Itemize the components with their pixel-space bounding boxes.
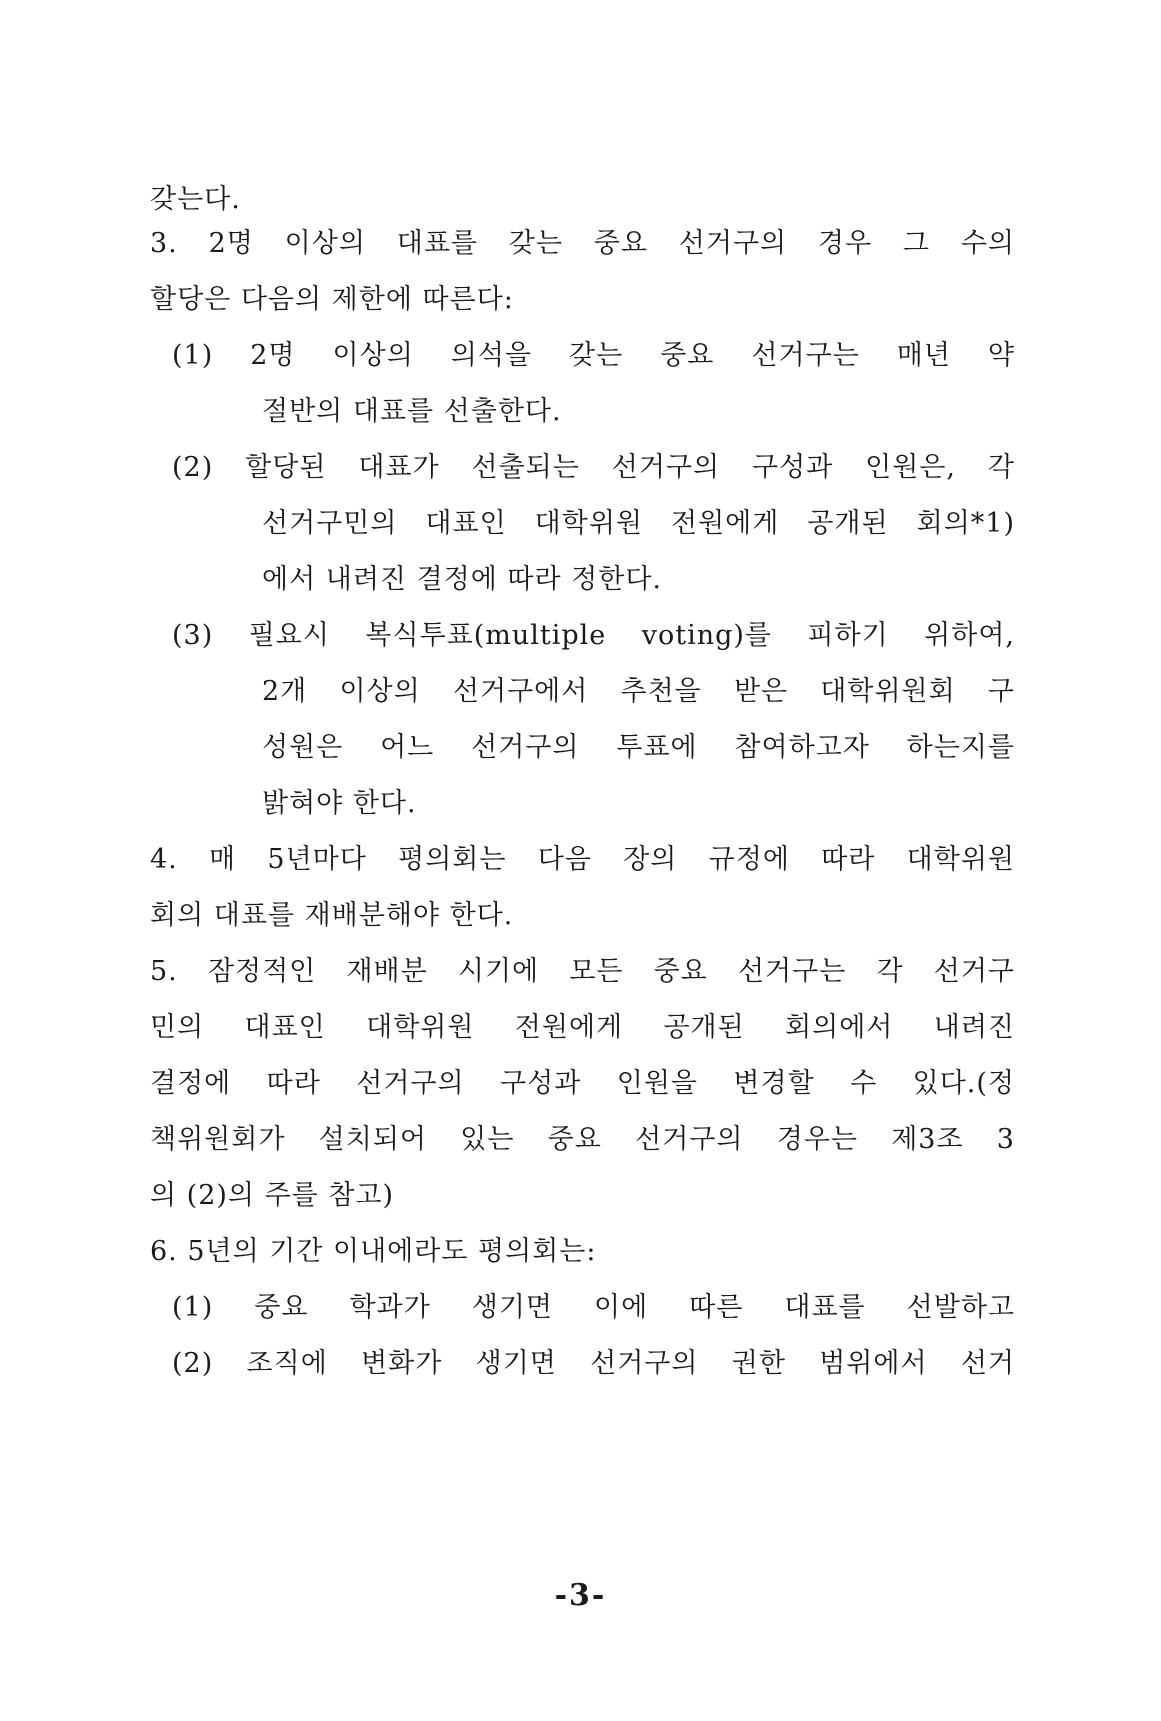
text-line: 갖는다. xyxy=(150,184,241,215)
text-line: 할당은 다음의 제한에 따른다: xyxy=(150,284,514,315)
text-line: 선거구민의 대표인 대학위원 전원에게 공개된 회의*1) xyxy=(262,508,1015,539)
text-line: 의 (2)의 주를 참고) xyxy=(150,1180,395,1211)
page-number: -3- xyxy=(554,1578,607,1613)
text-line: 4. 매 5년마다 평의회는 다음 장의 규정에 따라 대학위원 xyxy=(150,844,1015,875)
text-line: (2) 조직에 변화가 생기면 선거구의 권한 범위에서 선거 xyxy=(172,1348,1015,1379)
text-line: 책위원회가 설치되어 있는 중요 선거구의 경우는 제3조 3 xyxy=(150,1124,1015,1155)
text-line: (1) 중요 학과가 생기면 이에 따른 대표를 선발하고 xyxy=(172,1292,1015,1323)
text-line: 결정에 따라 선거구의 구성과 인원을 변경할 수 있다.(정 xyxy=(150,1068,1015,1099)
text-line: (1) 2명 이상의 의석을 갖는 중요 선거구는 매년 약 xyxy=(172,340,1015,371)
text-line: 성원은 어느 선거구의 투표에 참여하고자 하는지를 xyxy=(262,732,1015,763)
text-line: 밝혀야 한다. xyxy=(262,788,417,819)
text-line: (2) 할당된 대표가 선출되는 선거구의 구성과 인원은, 각 xyxy=(172,452,1015,483)
text-line: 민의 대표인 대학위원 전원에게 공개된 회의에서 내려진 xyxy=(150,1012,1015,1043)
text-line: 에서 내려진 결정에 따라 정한다. xyxy=(262,564,662,595)
text-line: (3) 필요시 복식투표(multiple voting)를 피하기 위하여, xyxy=(172,620,1015,651)
text-line: 3. 2명 이상의 대표를 갖는 중요 선거구의 경우 그 수의 xyxy=(150,228,1015,259)
text-line: 2개 이상의 선거구에서 추천을 받은 대학위원회 구 xyxy=(262,676,1015,707)
text-line: 절반의 대표를 선출한다. xyxy=(262,396,562,427)
text-line: 5. 잠정적인 재배분 시기에 모든 중요 선거구는 각 선거구 xyxy=(150,956,1015,987)
text-line: 회의 대표를 재배분해야 한다. xyxy=(150,900,514,931)
text-line: 6. 5년의 기간 이내에라도 평의회는: xyxy=(150,1236,597,1267)
